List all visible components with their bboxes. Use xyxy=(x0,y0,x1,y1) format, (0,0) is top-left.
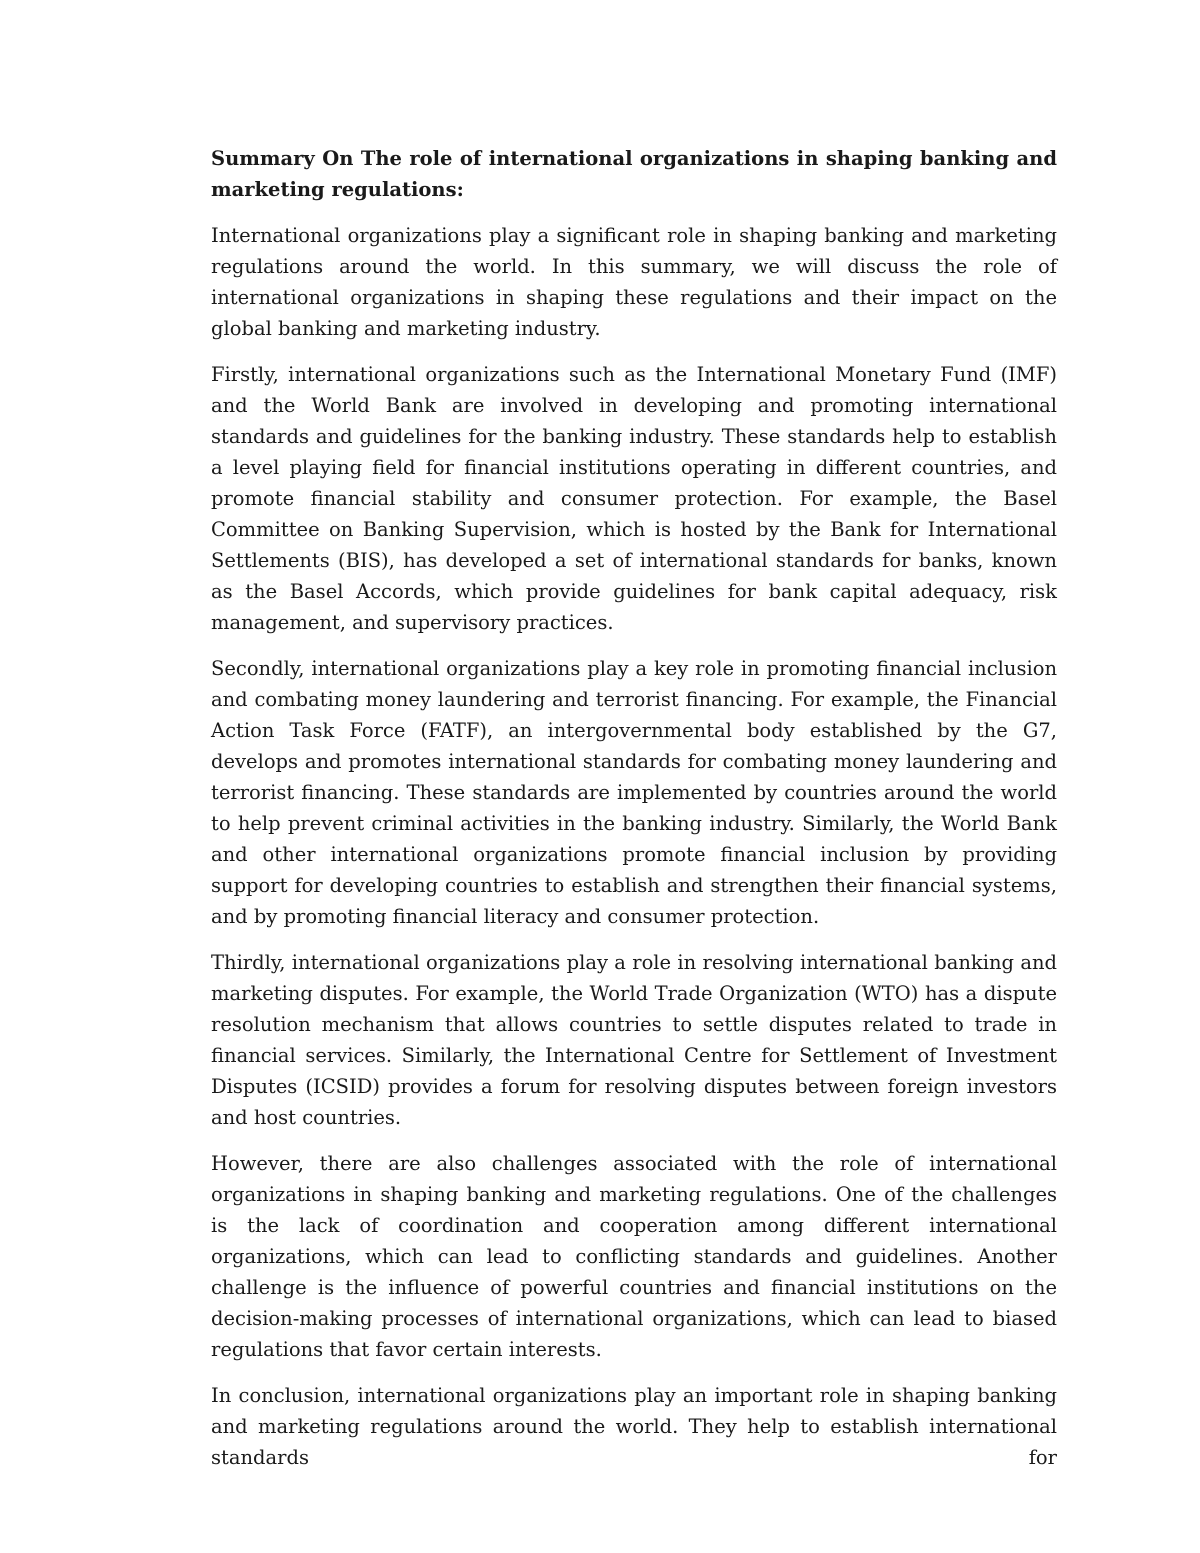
document-body xyxy=(211,143,1057,1473)
document-title: Summary On The role of international organizations in shaping banking and marketing regulations: xyxy=(211,147,1057,201)
paragraph-conclusion: In conclusion, international organizations play an important role in shaping banking and marketing regulations around the world. They help to establish international standards for xyxy=(211,1384,1057,1469)
paragraph-secondly: Secondly, international organizations play a key role in promoting financial inclusion and combating money laundering and terrorist financing. For example, the Financial Action Task Force (FATF), an intergovernmental body established by the G7, develops and promotes international standards for combating money laundering and terrorist financing. These standards are implemented by countries around the world to help prevent criminal activities in the banking industry. Similarly, the World Bank and other international organizations promote financial inclusion by providing support for developing countries to establish and strengthen their financial systems, and by promoting financial literacy and consumer protection. xyxy=(211,657,1057,928)
paragraph-thirdly: Thirdly, international organizations play a role in resolving international banking and marketing disputes. For example, the World Trade Organization (WTO) has a dispute resolution mechanism that allows countries to settle disputes related to trade in financial services. Similarly, the International Centre for Settlement of Investment Disputes (ICSID) provides a forum for resolving disputes between foreign investors and host countries. xyxy=(211,951,1057,1129)
paragraph-challenges: However, there are also challenges associated with the role of international organizations in shaping banking and marketing regulations. One of the challenges is the lack of coordination and cooperation among different international organizations, which can lead to conflicting standards and guidelines. Another challenge is the influence of powerful countries and financial institutions on the decision-making processes of international organizations, which can lead to biased regulations that favor certain interests. xyxy=(211,1152,1057,1361)
paragraph-introduction: International organizations play a significant role in shaping banking and marketing regulations around the world. In this summary, we will discuss the role of international organizations in shaping these regulations and their impact on the global banking and marketing industry. xyxy=(211,224,1057,340)
paragraph-firstly: Firstly, international organizations such as the International Monetary Fund (IMF) and the World Bank are involved in developing and promoting international standards and guidelines for the banking industry. These standards help to establish a level playing field for financial institutions operating in different countries, and promote financial stability and consumer protection. For example, the Basel Committee on Banking Supervision, which is hosted by the Bank for International Settlements (BIS), has developed a set of international standards for banks, known as the Basel Accords, which provide guidelines for bank capital adequacy, risk management, and supervisory practices. xyxy=(211,363,1057,634)
